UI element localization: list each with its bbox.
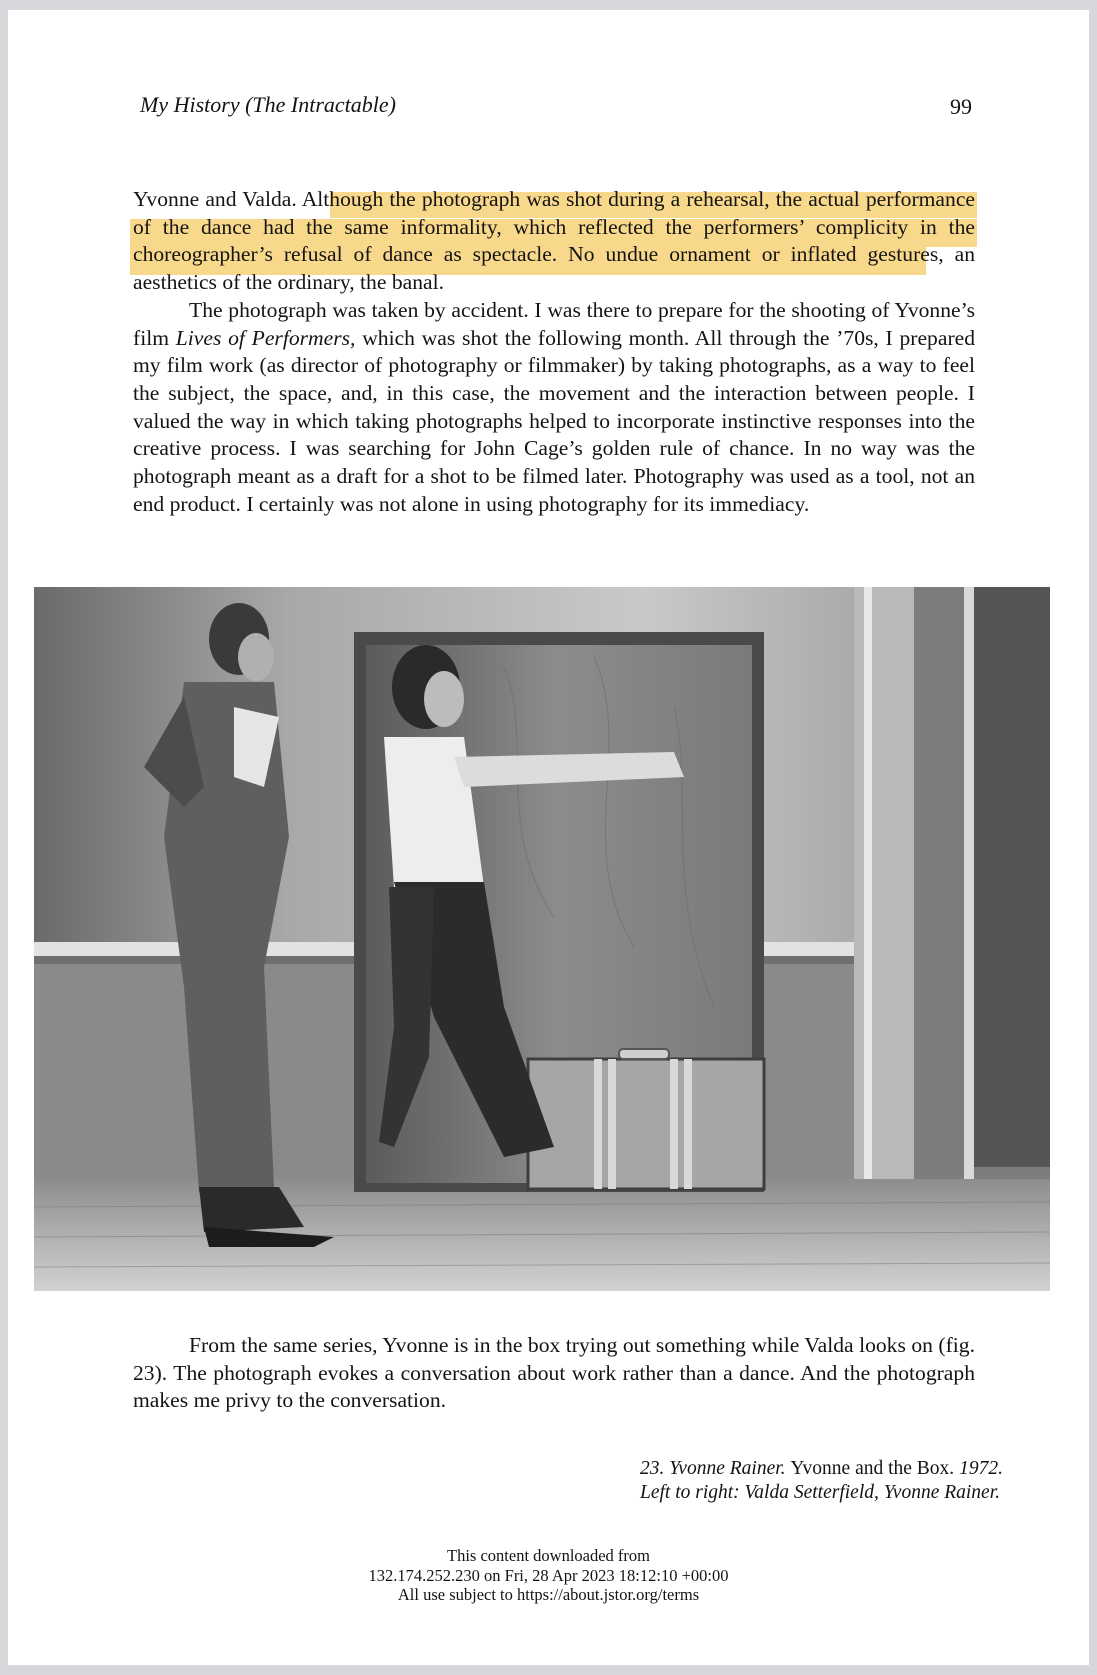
paragraph-2 [133, 297, 975, 519]
page-number: 99 [950, 94, 972, 119]
footer-line-3: All use subject to https://about.jstor.org/terms [397, 1585, 700, 1604]
running-head: My History (The Intractable) [140, 92, 396, 117]
paragraph-3: From the same series, Yvonne is in the box trying out something while Valda looks on (fig. 23). The photograph evokes a conversation about work rather than a dance. And the photograph makes me privy to the conversation. [133, 1333, 975, 1413]
photograph-yvonne-and-the-box [34, 587, 1050, 1291]
caption-work-title: Yvonne and the Box. [790, 1458, 955, 1479]
figure-caption [640, 1457, 1003, 1505]
caption-number-artist: 23. Yvonne Rainer. [640, 1458, 786, 1479]
footer-line-1: This content downloaded from [447, 1546, 650, 1565]
para2-after-title: which was shot the following month. All through the ’70s, I prepared my film work (as director of photography or filmmaker) by taking photographs, as a way to feel the subject, the space, and, in this case, the movement and the interaction between people. I valued the way in which taking photographs helped to incorporate instinctive responses into the creative process. I was searching for John Cage’s golden rule of chance. In no way was the photograph meant as a draft for a shot to be filmed later. Photography was used as a tool, not an end product. I certainly was not alone in using photography for its immediacy. [133, 325, 976, 516]
document-page [8, 10, 1089, 1665]
jstor-footer [8, 1546, 1089, 1605]
caption-year: 1972. [959, 1458, 1003, 1479]
para2-before-title: The photograph was taken by accident. I was there to prepare for the shooting of Yvonne’s film [133, 297, 975, 350]
footer-line-2: 132.174.252.230 on Fri, 28 Apr 2023 18:12:10 +00:00 [368, 1565, 729, 1585]
para1-tail: No undue ornament or inflated gestures, an aesthetics of the ordinary, the banal. [133, 242, 975, 295]
paragraph-1 [133, 186, 975, 518]
para1-lead: Yvonne and Valda. [133, 187, 297, 211]
film-title: Lives of Performers, [175, 325, 356, 350]
caption-line-2: Left to right: Valda Setterfield, Yvonne Rainer. [640, 1482, 1001, 1503]
para1-highlighted: Although the photograph was shot during a rehearsal, the actual performance of the dance had the same informality, which reflected the performers’ complicity in the choreographer’s refusal of dance as spectacle. [133, 187, 975, 267]
